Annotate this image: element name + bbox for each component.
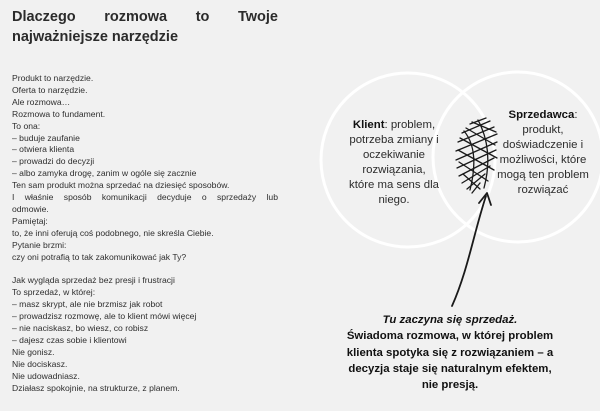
client-label-line: które ma sens dla [349,179,439,191]
title-word: Twoje [237,9,278,25]
seller-label-line: doświadczenie i [502,139,584,151]
body-line: – albo zamyka drogę, zanim w ogóle się zacznie [12,168,197,179]
seller-label-bold: Sprzedawca [508,109,575,121]
title-word: Dlaczego [12,9,76,25]
seller-label-line: produkt, [522,124,564,136]
client-label [334,118,454,208]
client-label-line: potrzeba zmiany i [349,134,439,146]
body-line: Rozmowa to fundament. [12,108,106,119]
client-label-line: niego. [378,194,410,206]
body-line: odmowie. [12,203,49,214]
caption-line: nie presją. [421,379,479,392]
body-line: Pamiętaj: [12,215,48,226]
title-line-2: najważniejsze narzędzie [12,29,179,45]
pointer-arrow [452,196,486,306]
body-line: Ale rozmowa… [12,96,71,107]
body-line: – prowadzisz rozmowę, ale to klient mówi więcej [12,311,197,322]
client-label-bold: Klient [352,119,385,131]
body-line: Nie udowadniasz. [12,370,80,381]
body-line: To ona: [12,120,41,131]
seller-label-line: rozwiązać [517,184,569,196]
body-line: Działasz spokojnie, na strukturze, z planem. [12,382,180,393]
seller-label-line: mogą ten problem [497,169,589,181]
client-label-line: rozwiązania, [362,164,426,176]
body-line: To sprzedaż, w której: [12,287,96,298]
body-line: Nie dociskasz. [12,358,68,369]
caption-headline: Tu zaczyna się sprzedaż. [382,314,518,326]
body-line: – dajesz czas sobie i klientowi [12,334,127,345]
client-label-line: oczekiwanie [362,149,426,161]
seller-label-text: : [574,109,578,121]
body-line: – prowadzi do decyzji [12,156,95,167]
body-line: – otwiera klienta [12,144,75,155]
client-label-text: : problem, [384,119,436,131]
body-line: Nie gonisz. [12,346,55,357]
body-line: czy oni potrafią to tak zakomunikować jak Ty? [12,251,187,262]
body-line: Jak wygląda sprzedaż bez presji i frustracji [12,275,175,286]
seller-label [490,108,596,198]
title-word: rozmowa [104,9,168,25]
caption-line: klienta spotyka się z rozwiązaniem – a [346,346,554,359]
body-line: Ten sam produkt można sprzedać na dziesięć sposobów. [12,180,230,191]
caption-line: Świadoma rozmowa, w której problem [346,330,554,343]
title-word: to [195,9,210,25]
diagram-caption [300,312,600,393]
body-line: – buduje zaufanie [12,132,80,143]
body-line: Produkt to narzędzie. [12,73,94,83]
body-line: – masz skrypt, ale nie brzmisz jak robot [12,299,163,310]
body-line: Pytanie brzmi: [12,239,67,250]
body-line: I właśnie sposób komunikacji decyduje o sprzedaży lub [12,192,278,203]
caption-line: decyzja staje się naturalnym efektem, [348,362,552,375]
body-line: – nie naciskasz, bo wiesz, co robisz [12,323,149,334]
body-line: to, że inni oferują coś podobnego, nie skreśla Ciebie. [12,227,214,238]
body-line: Oferta to narzędzie. [12,84,88,95]
seller-label-line: możliwości, które [499,154,587,166]
